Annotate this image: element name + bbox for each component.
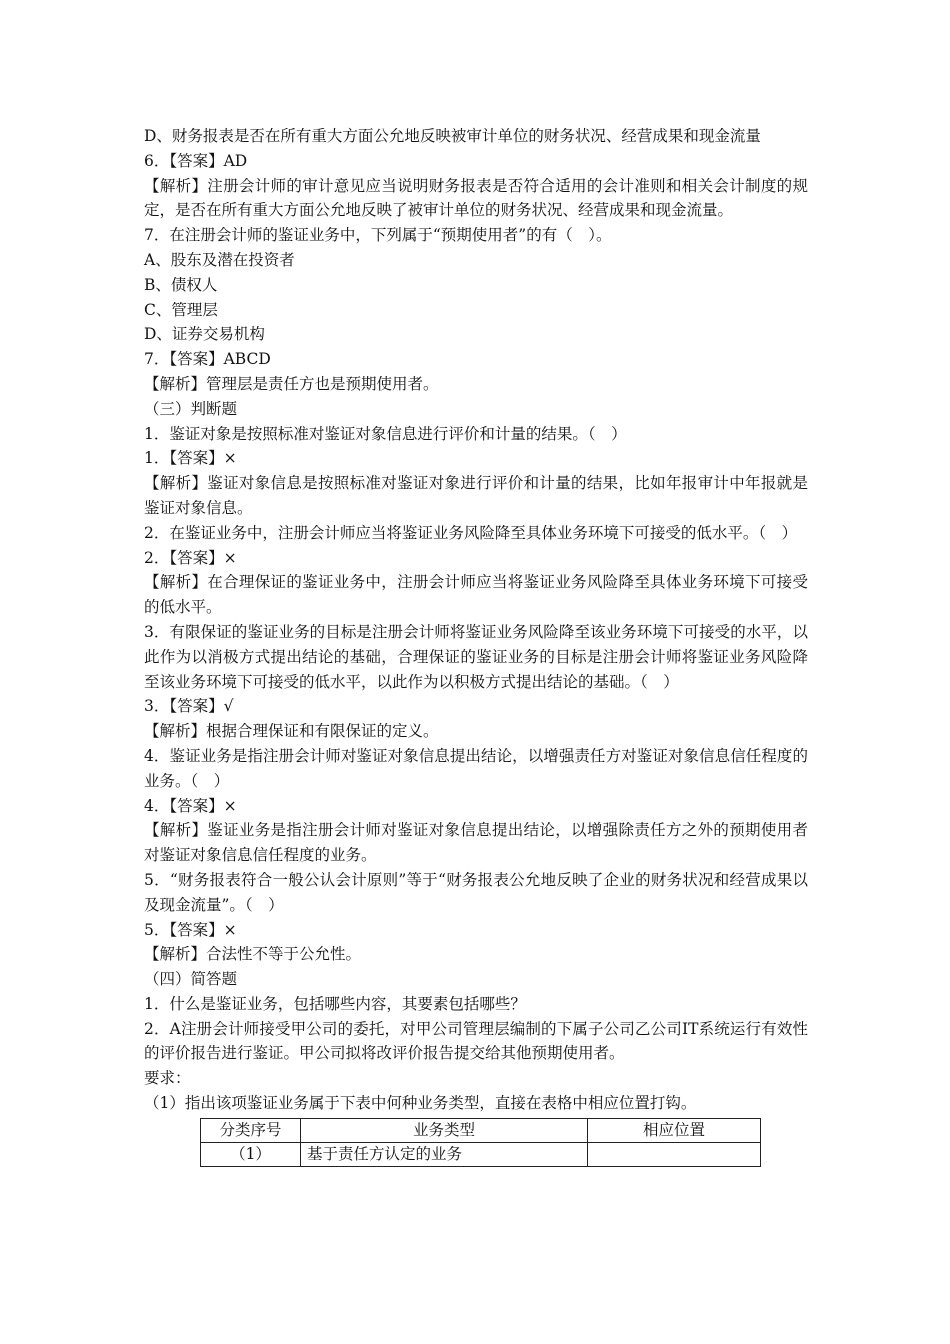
table-header-cell: 相应位置 bbox=[588, 1118, 761, 1142]
question-7: 7．在注册会计师的鉴证业务中，下列属于“预期使用者”的有（ ）。 bbox=[144, 226, 612, 245]
judgment-answer-3: 3．【答案】√ bbox=[144, 697, 234, 716]
judgment-answer-2: 2．【答案】× bbox=[144, 548, 237, 567]
judgment-answer-4: 4．【答案】× bbox=[144, 796, 237, 815]
judgment-explanation-2: 【解析】在合理保证的鉴证业务中，注册会计师应当将鉴证业务风险降至具体业务环境下可接受的低水平。 bbox=[144, 573, 808, 617]
table-cell: （1） bbox=[201, 1142, 301, 1166]
business-type-table bbox=[200, 1118, 761, 1167]
table-header-cell: 分类序号 bbox=[201, 1118, 301, 1142]
short-answer-question-2: 2．A注册会计师接受甲公司的委托，对甲公司管理层编制的下属子公司乙公司IT系统运行有效性的评价报告进行鉴证。甲公司拟将改评价报告提交给其他预期使用者。 bbox=[144, 1019, 808, 1063]
option-d-7: D、证券交易机构 bbox=[144, 325, 265, 344]
judgment-answer-5: 5．【答案】× bbox=[144, 920, 237, 939]
document-body bbox=[144, 124, 808, 1167]
judgment-explanation-3: 【解析】根据合理保证和有限保证的定义。 bbox=[144, 722, 439, 741]
judgment-explanation-5: 【解析】合法性不等于公允性。 bbox=[144, 945, 362, 964]
section-heading-short-answer: （四）简答题 bbox=[144, 970, 238, 989]
option-d: D、财务报表是否在所有重大方面公允地反映被审计单位的财务状况、经营成果和现金流量 bbox=[144, 127, 761, 145]
judgment-question-2: 2．在鉴证业务中，注册会计师应当将鉴证业务风险降至具体业务环境下可接受的低水平。（ ） bbox=[144, 523, 798, 542]
requirement-1: （1）指出该项鉴证业务属于下表中何种业务类型，直接在表格中相应位置打钩。 bbox=[144, 1094, 697, 1113]
judgment-answer-1: 1．【答案】× bbox=[144, 449, 237, 468]
explanation-7: 【解析】管理层是责任方也是预期使用者。 bbox=[144, 374, 439, 393]
judgment-question-4: 4．鉴证业务是指注册会计师对鉴证对象信息提出结论，以增强责任方对鉴证对象信息信任程度的业务。（ ） bbox=[144, 746, 808, 790]
short-answer-question-1: 1．什么是鉴证业务，包括哪些内容，其要素包括哪些？ bbox=[144, 994, 526, 1013]
option-c: C、管理层 bbox=[144, 300, 218, 319]
table-header-cell: 业务类型 bbox=[301, 1118, 588, 1142]
option-a: A、股东及潜在投资者 bbox=[144, 250, 295, 269]
table-cell: 基于责任方认定的业务 bbox=[301, 1142, 588, 1166]
option-b: B、债权人 bbox=[144, 275, 218, 294]
answer-7: 7．【答案】ABCD bbox=[144, 350, 271, 369]
table-cell-position[interactable] bbox=[588, 1142, 761, 1166]
answer-6: 6．【答案】AD bbox=[144, 151, 248, 170]
judgment-question-3: 3．有限保证的鉴证业务的目标是注册会计师将鉴证业务风险降至该业务环境下可接受的水平，以此作为以消极方式提出结论的基础，合理保证的鉴证业务的目标是注册会计师将鉴证业务风险降至该业务环境下可接受的低水平，以此作为以积极方式提出结论的基础。（ ） bbox=[144, 622, 808, 691]
explanation-6: 【解析】注册会计师的审计意见应当说明财务报表是否符合适用的会计准则和相关会计制度的规定，是否在所有重大方面公允地反映了被审计单位的财务状况、经营成果和现金流量。 bbox=[144, 176, 808, 220]
judgment-explanation-1: 【解析】鉴证对象信息是按照标准对鉴证对象进行评价和计量的结果，比如年报审计中年报就是鉴证对象信息。 bbox=[144, 474, 808, 517]
section-heading-judgment: （三）判断题 bbox=[144, 399, 238, 418]
judgment-question-5: 5．“财务报表符合一般公认会计原则”等于“财务报表公允地反映了企业的财务状况和经营成果以及现金流量”。（ ） bbox=[144, 870, 808, 914]
judgment-question-1: 1．鉴证对象是按照标准对鉴证对象信息进行评价和计量的结果。（ ） bbox=[144, 424, 627, 443]
table-row bbox=[201, 1142, 761, 1166]
judgment-explanation-4: 【解析】鉴证业务是指注册会计师对鉴证对象信息提出结论，以增强除责任方之外的预期使用者对鉴证对象信息信任程度的业务。 bbox=[144, 821, 808, 865]
table-header-row bbox=[201, 1118, 761, 1142]
requirements-label: 要求： bbox=[144, 1069, 191, 1088]
